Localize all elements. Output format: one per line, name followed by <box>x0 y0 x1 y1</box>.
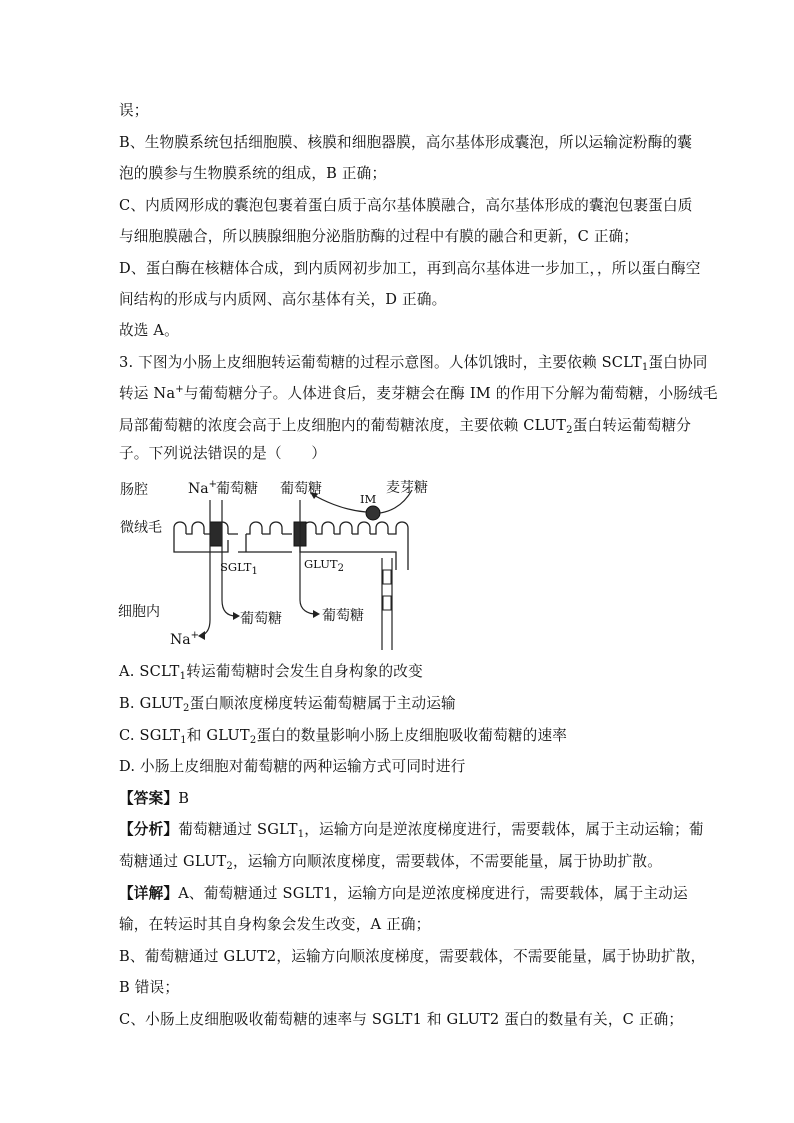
glut2-label <box>304 557 344 574</box>
superscript: + <box>190 630 199 641</box>
superscript: + <box>175 384 184 395</box>
maltose-label: 麦芽糖 <box>386 480 428 496</box>
detail-label: 【详解】 <box>119 885 179 902</box>
question-3-stem <box>119 384 718 404</box>
stem-text: 转运 Na <box>119 385 176 402</box>
arrow-head <box>233 612 240 620</box>
arrow-head <box>198 631 205 640</box>
option-b <box>119 694 456 714</box>
question-3-stem: 子。下列说法错误的是（ ） <box>119 445 327 462</box>
na-bottom-label <box>170 632 199 648</box>
option-text: 转运葡萄糖时会发生自身构象的改变 <box>186 663 423 680</box>
subscript: 2 <box>183 703 190 714</box>
analysis-text: ，运输方向是逆浓度梯度进行，需要载体，属于主动运输；葡 <box>304 821 704 838</box>
detail-line: B 错误； <box>119 979 180 996</box>
detail-text: A、葡萄糖通过 SGLT1，运输方向是逆浓度梯度进行，需要载体，属于主动运 <box>178 885 688 902</box>
membrane-diagram-svg <box>112 470 442 660</box>
im-enzyme <box>366 506 380 520</box>
subscript: 1 <box>179 671 187 682</box>
glut-text: GLUT <box>304 557 338 571</box>
im-label: IM <box>360 492 377 506</box>
na-top-label <box>188 481 217 497</box>
glucose-label: 葡萄糖 <box>280 481 322 497</box>
junction-block <box>383 596 391 610</box>
analysis-text: ，运输方向顺浓度梯度，需要载体，不需要能量，属于协助扩散。 <box>232 853 662 870</box>
detail-line: B、葡萄糖通过 GLUT2，运输方向顺浓度梯度，需要载体，不需要能量，属于协助扩散， <box>119 948 706 965</box>
option-text: B. GLUT <box>119 695 183 712</box>
text-line: 故选 A。 <box>119 322 179 339</box>
answer-label: 【答案】 <box>119 790 179 807</box>
text-line: 泡的膜参与生物膜系统的组成，B 正确； <box>119 165 387 182</box>
stem-text: 局部葡萄糖的浓度会高于上皮细胞内的葡萄糖浓度，主要依赖 CLUT <box>119 417 567 434</box>
analysis-line <box>119 820 704 840</box>
answer-line <box>119 789 189 809</box>
detail-line <box>119 884 688 904</box>
glucose-inside-label: 葡萄糖 <box>240 611 282 627</box>
subscript: 2 <box>226 861 233 872</box>
subscript: 1 <box>251 566 258 577</box>
subscript: 1 <box>641 362 649 373</box>
detail-line: 输，在转运时其自身构象会发生改变，A 正确； <box>119 916 431 933</box>
answer-value: B <box>178 790 190 807</box>
membrane-lower-edge <box>174 534 396 570</box>
option-c <box>119 726 567 746</box>
sglt-text: SGLT <box>220 560 252 574</box>
option-text: 蛋白的数量影响小肠上皮细胞吸收葡萄糖的速率 <box>256 727 568 744</box>
option-text: 蛋白顺浓度梯度转运葡萄糖属于主动运输 <box>189 695 456 712</box>
detail-line: C、小肠上皮细胞吸收葡萄糖的速率与 SGLT1 和 GLUT2 蛋白的数量有关，C 正确； <box>119 1011 684 1028</box>
text-line: 误； <box>119 102 149 119</box>
subscript: 1 <box>297 829 305 840</box>
text-line: 间结构的形成与内质网、高尔基体有关，D 正确。 <box>119 291 447 308</box>
sglt1-label <box>220 560 258 577</box>
text-line: 与细胞膜融合，所以胰腺细胞分泌脂肪酶的过程中有膜的融合和更新，C 正确； <box>119 228 639 245</box>
option-text: A. SCLT <box>119 663 180 680</box>
option-text: C. SGLT <box>119 727 181 744</box>
lumen-label: 肠腔 <box>120 482 148 498</box>
text-line: C、内质网形成的囊泡包裹着蛋白质于高尔基体膜融合，高尔基体形成的囊泡包裹蛋白质 <box>119 197 693 214</box>
na-transport-path <box>200 500 210 636</box>
subscript: 2 <box>566 425 573 436</box>
analysis-line <box>119 852 662 872</box>
glucose-inside-label: 葡萄糖 <box>322 608 364 624</box>
glucose-transport-diagram <box>112 470 442 660</box>
na-text: Na <box>170 632 191 648</box>
stem-text: 3. 下图为小肠上皮细胞转运葡萄糖的过程示意图。人体饥饿时，主要依赖 SCLT <box>119 354 642 371</box>
stem-text: 蛋白转运葡萄糖分 <box>572 417 692 434</box>
glucose-sglt-path <box>222 500 236 616</box>
intracellular-label: 细胞内 <box>118 604 160 620</box>
stem-text: 与葡萄糖分子。人体进食后，麦芽糖会在酶 IM 的作用下分解为葡萄糖，小肠绒毛 <box>183 385 718 402</box>
text-line: B、生物膜系统包括细胞膜、核膜和细胞器膜，高尔基体形成囊泡，所以运输淀粉酶的囊 <box>119 134 693 151</box>
option-d: D. 小肠上皮细胞对葡萄糖的两种运输方式可同时进行 <box>119 758 466 775</box>
subscript: 2 <box>249 735 257 746</box>
junction-block <box>383 570 391 584</box>
analysis-label: 【分析】 <box>119 821 179 838</box>
sglt1-protein <box>210 522 222 546</box>
text-line: D、蛋白酶在核糖体合成，到内质网初步加工，再到高尔基体进一步加工，，所以蛋白酶空 <box>119 260 701 277</box>
arrow-head <box>313 610 320 618</box>
glucose-label: 葡萄糖 <box>216 481 258 497</box>
subscript: 2 <box>337 563 344 574</box>
subscript: 1 <box>180 735 187 746</box>
option-a <box>119 662 423 682</box>
microvilli-membrane <box>174 522 408 570</box>
superscript: + <box>208 479 217 490</box>
option-text: 和 GLUT <box>186 727 250 744</box>
stem-text: 蛋白协同 <box>648 354 708 371</box>
microvilli-label: 微绒毛 <box>120 520 162 536</box>
question-3-stem <box>119 353 708 373</box>
question-3-stem <box>119 416 691 436</box>
analysis-text: 萄糖通过 GLUT <box>119 853 227 870</box>
na-text: Na <box>188 481 209 497</box>
analysis-text: 葡萄糖通过 SGLT <box>178 821 298 838</box>
